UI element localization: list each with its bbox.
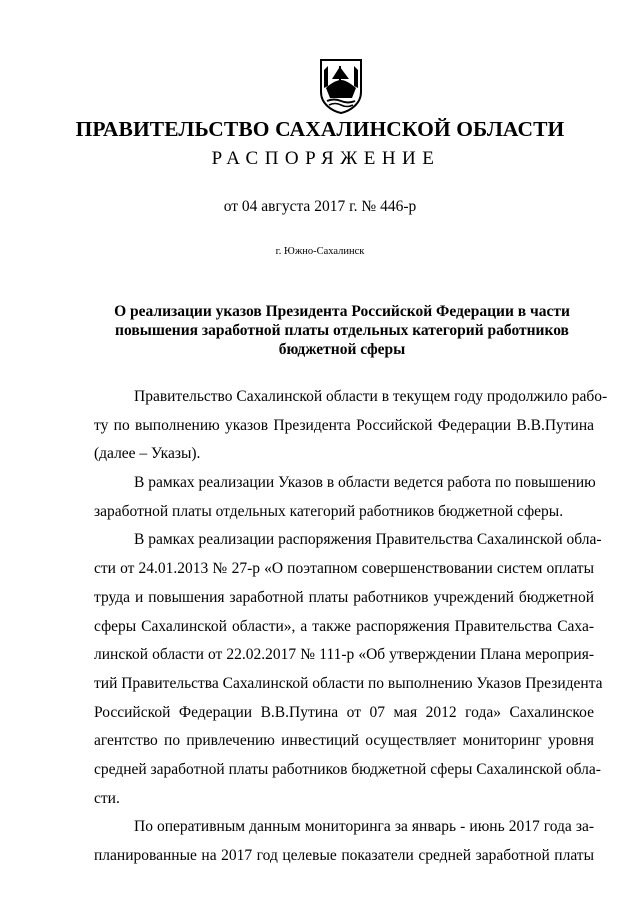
body-line: сти от 24.01.2013 № 27-р «О поэтапном совершенствовании систем оплаты bbox=[94, 560, 594, 578]
body-line: линской области от 22.02.2017 № 111-р «Об утверждении Плана мероприя- bbox=[94, 646, 594, 664]
body-line: В рамках реализации Указов в области ведется работа по повышению bbox=[134, 474, 596, 492]
body-line: заработной платы отдельных категорий работников бюджетной сферы. bbox=[94, 502, 564, 520]
document-subject bbox=[92, 302, 592, 359]
body-line: По оперативным данным мониторинга за январь - июнь 2017 года за- bbox=[134, 818, 594, 836]
body-line: планированные на 2017 год целевые показатели средней заработной платы bbox=[94, 847, 594, 864]
body-line: (далее – Указы). bbox=[94, 445, 201, 463]
document-city: г. Южно-Сахалинск bbox=[275, 246, 365, 257]
subject-line: О реализации указов Президента Российской Федерации в части bbox=[114, 303, 570, 320]
body-line: сти. bbox=[94, 789, 120, 807]
body-line: ту по выполнению указов Президента Российской Федерации В.В.Путина bbox=[94, 416, 594, 434]
body-line: труда и повышения заработной платы работников учреждений бюджетной bbox=[94, 588, 594, 606]
body-line: средней заработной платы работников бюджетной сферы Сахалинской обла- bbox=[94, 760, 601, 778]
document-type: РАСПОРЯЖЕНИЕ bbox=[211, 148, 441, 169]
subject-line: бюджетной сферы bbox=[278, 341, 406, 358]
subject-line: повышения заработной платы отдельных категорий работников bbox=[115, 322, 569, 339]
document-date-number: от 04 августа 2017 г. № 446-р bbox=[223, 198, 417, 215]
body-line: агентство по привлечению инвестиций осуществляет мониторинг уровня bbox=[94, 732, 594, 750]
body-line: В рамках реализации распоряжения Правительства Сахалинской обла- bbox=[134, 531, 602, 549]
body-line: сферы Сахалинской области», а также распоряжения Правительства Саха- bbox=[94, 617, 594, 635]
document-body bbox=[94, 383, 608, 871]
body-line: тий Правительства Сахалинской области по выполнению Указов Президента bbox=[94, 674, 603, 692]
body-line: Правительство Сахалинской области в текущем году продолжило рабо- bbox=[134, 388, 608, 405]
coat-of-arms-icon bbox=[318, 58, 364, 114]
body-line: Российской Федерации В.В.Путина от 07 мая 2012 года» Сахалинское bbox=[94, 703, 594, 721]
government-name: ПРАВИТЕЛЬСТВО САХАЛИНСКОЙ ОБЛАСТИ bbox=[75, 117, 565, 141]
